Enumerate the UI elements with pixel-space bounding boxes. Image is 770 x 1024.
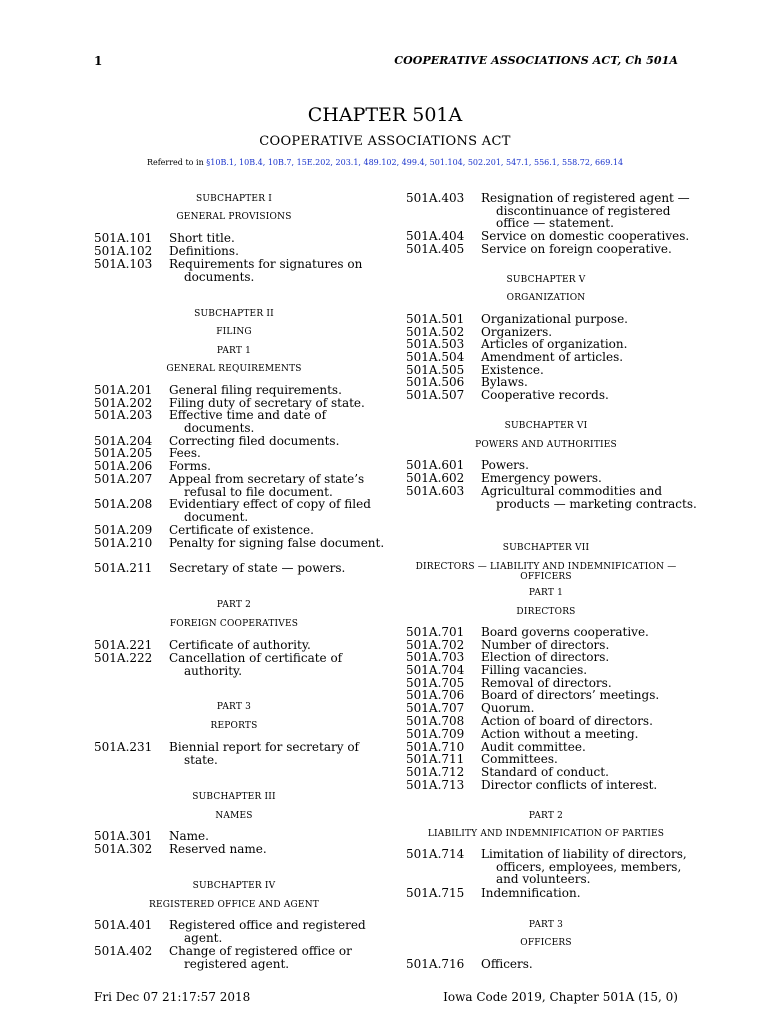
section-title: Election of directors. (481, 650, 610, 664)
section-number: 501A.506 (406, 375, 465, 389)
section-heading: DIRECTORS (516, 607, 576, 617)
section-title: Penalty for signing false document. (169, 536, 385, 550)
section-title: Fees. (169, 446, 201, 460)
section-number: 501A.405 (406, 242, 465, 256)
section-number: 501A.301 (94, 829, 153, 843)
section-number: 501A.401 (94, 918, 153, 932)
section-number: 501A.507 (406, 388, 465, 402)
section-number: 501A.222 (94, 651, 153, 665)
section-heading: SUBCHAPTER IV (192, 881, 276, 891)
section-number: 501A.221 (94, 638, 153, 652)
section-title: Indemnification. (481, 886, 581, 900)
section-number: 501A.501 (406, 312, 465, 326)
section-title: Short title. (169, 231, 235, 245)
referred-sections-link[interactable]: §10B.1, 10B.4, 10B.7, 15E.202, 203.1, 489.102, 499.4, 501.104, 502.201, 547.1, 556.1, 558.72, 669.14 (206, 158, 624, 167)
section-number: 501A.503 (406, 337, 465, 351)
act-title: COOPERATIVE ASSOCIATIONS ACT (259, 134, 511, 149)
section-title: Quorum. (481, 701, 535, 715)
section-heading: SUBCHAPTER III (192, 792, 276, 802)
section-heading: NAMES (215, 811, 253, 821)
section-title: Board of directors’ meetings. (481, 688, 660, 702)
section-number: 501A.710 (406, 740, 465, 754)
section-heading: SUBCHAPTER I (196, 194, 272, 204)
section-heading: FOREIGN COOPERATIVES (169, 619, 299, 629)
section-title: Reserved name. (169, 842, 267, 856)
section-title: Board governs cooperative. (481, 625, 649, 639)
section-number: 501A.502 (406, 325, 465, 339)
section-title: Secretary of state — powers. (169, 561, 346, 575)
section-heading: POWERS AND AUTHORITIES (475, 440, 617, 450)
section-title: Cancellation of certificate of authority. (169, 651, 343, 678)
section-number: 501A.103 (94, 257, 153, 271)
section-number: 501A.209 (94, 523, 153, 537)
section-title: Certificate of existence. (169, 523, 314, 537)
section-heading: PART 1 (528, 588, 564, 598)
section-heading: PART 2 (528, 811, 564, 821)
section-heading: PART 1 (216, 346, 252, 356)
section-title: Existence. (481, 363, 544, 377)
section-title: Evidentiary effect of copy of filed document. (169, 497, 371, 524)
section-heading: PART 2 (216, 600, 252, 610)
section-heading: DIRECTORS — LIABILITY AND INDEMNIFICATION — OFFICERS (415, 562, 677, 582)
section-number: 501A.705 (406, 676, 465, 690)
section-title: Definitions. (169, 244, 239, 258)
page-number: 1 (94, 54, 103, 68)
section-number: 501A.709 (406, 727, 465, 741)
section-title: Bylaws. (481, 375, 528, 389)
section-number: 501A.204 (94, 434, 153, 448)
section-title: Organizational purpose. (481, 312, 628, 326)
section-heading: SUBCHAPTER II (194, 309, 274, 319)
section-title: Amendment of articles. (481, 350, 624, 364)
section-title: Action without a meeting. (481, 727, 639, 741)
section-number: 501A.712 (406, 765, 465, 779)
section-title: Organizers. (481, 325, 553, 339)
section-title: Articles of organization. (481, 337, 628, 351)
section-title: Appeal from secretary of state’s refusal to file document. (169, 472, 365, 499)
section-number: 501A.706 (406, 688, 465, 702)
running-title: COOPERATIVE ASSOCIATIONS ACT, Ch 501A (394, 54, 678, 67)
section-title: Committees. (481, 752, 558, 766)
section-number: 501A.402 (94, 944, 153, 958)
section-title: Limitation of liability of directors, officers, employees, members, and volunteers. (481, 847, 687, 887)
section-number: 501A.601 (406, 458, 465, 472)
section-title: Change of registered office or registered agent. (169, 944, 352, 971)
section-title: Correcting filed documents. (169, 434, 340, 448)
section-title: Director conflicts of interest. (481, 778, 658, 792)
section-number: 501A.205 (94, 446, 153, 460)
section-number: 501A.703 (406, 650, 465, 664)
section-number: 501A.715 (406, 886, 465, 900)
section-number: 501A.206 (94, 459, 153, 473)
section-heading: SUBCHAPTER VI (504, 421, 588, 431)
section-heading: REGISTERED OFFICE AND AGENT (149, 900, 319, 910)
section-heading: ORGANIZATION (506, 293, 586, 303)
referred-to-line (0, 158, 770, 167)
section-number: 501A.707 (406, 701, 465, 715)
section-title: Registered office and registered agent. (169, 918, 366, 945)
section-heading: REPORTS (210, 721, 258, 731)
section-number: 501A.504 (406, 350, 465, 364)
section-number: 501A.505 (406, 363, 465, 377)
section-title: General filing requirements. (169, 383, 342, 397)
section-title: Emergency powers. (481, 471, 602, 485)
section-heading: LIABILITY AND INDEMNIFICATION OF PARTIES (427, 829, 665, 839)
section-number: 501A.704 (406, 663, 465, 677)
section-title: Filing duty of secretary of state. (169, 396, 365, 410)
section-number: 501A.203 (94, 408, 153, 422)
section-number: 501A.708 (406, 714, 465, 728)
section-title: Certificate of authority. (169, 638, 311, 652)
section-heading: SUBCHAPTER V (506, 275, 586, 285)
section-number: 501A.101 (94, 231, 153, 245)
chapter-title: CHAPTER 501A (307, 104, 463, 126)
section-number: 501A.602 (406, 471, 465, 485)
footer-code: Iowa Code 2019, Chapter 501A (15, 0) (443, 990, 678, 1004)
section-title: Audit committee. (481, 740, 586, 754)
section-number: 501A.202 (94, 396, 153, 410)
section-number: 501A.201 (94, 383, 153, 397)
section-number: 501A.211 (94, 561, 153, 575)
footer-date: Fri Dec 07 21:17:57 2018 (94, 990, 251, 1004)
section-title: Standard of conduct. (481, 765, 609, 779)
section-title: Resignation of registered agent — discontinuance of registered office — statement. (481, 191, 690, 231)
section-number: 501A.701 (406, 625, 465, 639)
section-title: Action of board of directors. (481, 714, 653, 728)
section-title: Requirements for signatures on documents. (169, 257, 363, 284)
section-title: Agricultural commodities and products — marketing contracts. (481, 484, 697, 511)
section-number: 501A.302 (94, 842, 153, 856)
section-title: Officers. (481, 957, 533, 971)
section-title: Removal of directors. (481, 676, 612, 690)
section-title: Effective time and date of documents. (169, 408, 327, 435)
section-heading: PART 3 (528, 920, 564, 930)
referred-label: Referred to in (146, 158, 207, 167)
section-number: 501A.702 (406, 638, 465, 652)
section-number: 501A.210 (94, 536, 153, 550)
section-heading: SUBCHAPTER VII (502, 543, 590, 553)
section-number: 501A.714 (406, 847, 465, 861)
section-number: 501A.231 (94, 740, 153, 754)
section-number: 501A.207 (94, 472, 153, 486)
section-number: 501A.711 (406, 752, 465, 766)
section-number: 501A.403 (406, 191, 465, 205)
section-number: 501A.404 (406, 229, 465, 243)
section-title: Biennial report for secretary of state. (169, 740, 359, 767)
section-title: Cooperative records. (481, 388, 609, 402)
section-heading: GENERAL PROVISIONS (176, 212, 292, 222)
section-number: 501A.102 (94, 244, 153, 258)
section-title: Service on domestic cooperatives. (481, 229, 690, 243)
section-heading: GENERAL REQUIREMENTS (166, 364, 302, 374)
section-title: Filling vacancies. (481, 663, 588, 677)
section-title: Forms. (169, 459, 211, 473)
section-title: Powers. (481, 458, 529, 472)
section-title: Number of directors. (481, 638, 610, 652)
section-heading: FILING (216, 327, 252, 337)
section-number: 501A.603 (406, 484, 465, 498)
section-number: 501A.716 (406, 957, 465, 971)
section-heading: OFFICERS (520, 938, 572, 948)
section-number: 501A.208 (94, 497, 153, 511)
section-title: Service on foreign cooperative. (481, 242, 672, 256)
section-title: Name. (169, 829, 209, 843)
section-number: 501A.713 (406, 778, 465, 792)
section-heading: PART 3 (216, 702, 252, 712)
